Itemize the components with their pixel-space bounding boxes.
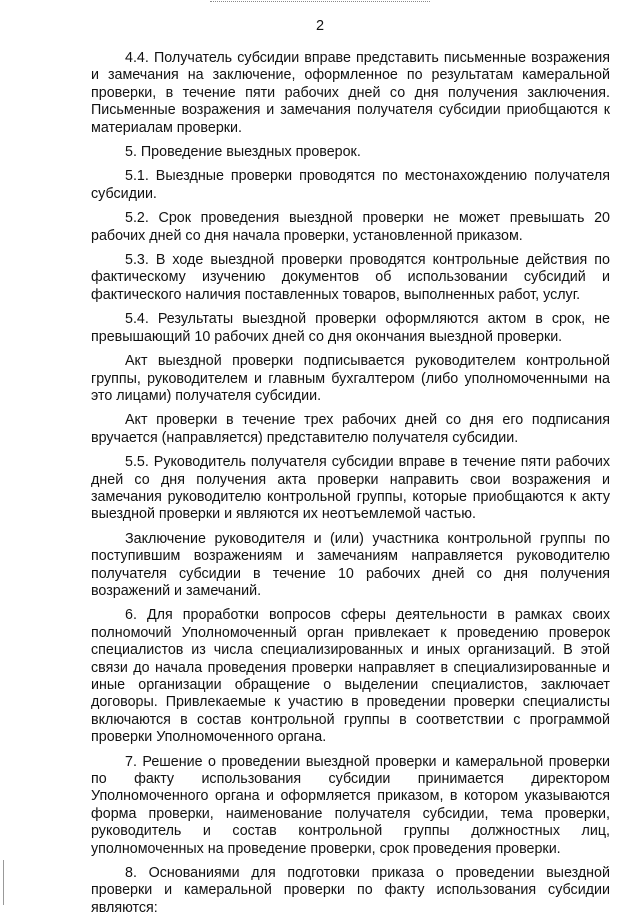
paragraph-8: 8. Основаниями для подготовки приказа о проведении выездной проверки и камеральной проверки по факту использования субсидии являются: (91, 865, 610, 916)
paragraph-5-4: 5.4. Результаты выездной проверки оформляются актом в срок, не превышающий 10 рабочих дней со дня окончания выездной проверки. (91, 311, 610, 345)
paragraph-5-2: 5.2. Срок проведения выездной проверки не может превышать 20 рабочих дней со дня начала проверки, установленной приказом. (91, 210, 610, 244)
paragraph-act-delivery: Акт проверки в течение трех рабочих дней со дня его подписания вручается (направляется) представителю получателя субсидии. (91, 412, 610, 446)
paragraph-5-1: 5.1. Выездные проверки проводятся по местонахождению получателя субсидии. (91, 168, 610, 202)
top-edge-rule (210, 1, 430, 2)
paragraph-4-4: 4.4. Получатель субсидии вправе представить письменные возражения и замечания на заключение, оформленное по результатам камеральной проверки, в течение пяти рабочих дней со дня получения заключения. Письменные возражения и замечания получателя субсидии приобщаются к материалам проверки. (91, 50, 610, 136)
paragraph-7: 7. Решение о проведении выездной проверки и камеральной проверки по факту использования субсидии принимается директором Уполномоченного органа и оформляется приказом, в котором указываются форма проверки, наименование получателя субсидии, тема проверки, руководитель и состав контрольной группы должностных лиц, уполномоченных на проведение проверки, срок проведения проверки. (91, 753, 610, 857)
paragraph-5-3: 5.3. В ходе выездной проверки проводятся контрольные действия по фактическому изучению документов об использовании субсидий и фактического наличия поставленных товаров, выполненных работ, услуг. (91, 252, 610, 303)
left-edge-rule (3, 860, 4, 905)
document-body (91, 50, 610, 924)
page-number: 2 (315, 18, 325, 34)
paragraph-6: 6. Для проработки вопросов сферы деятельности в рамках своих полномочий Уполномоченный орган привлекает к проведению проверок специалистов из числа специализированных и иных организаций. В этой связи до начала проведения проверки направляет в специализированные и иные организации обращение о выделении специалистов, заключает договоры. Привлекаемые к участию в проведении проверки специалисты включаются в состав контрольной группы в соответствии с программой проверки Уполномоченного органа. (91, 607, 610, 746)
paragraph-act-signing: Акт выездной проверки подписывается руководителем контрольной группы, руководителем и главным бухгалтером (либо уполномоченными на это лицами) получателя субсидии. (91, 353, 610, 404)
paragraph-5-5: 5.5. Руководитель получателя субсидии вправе в течение пяти рабочих дней со дня получения акта проверки направить свои возражения и замечания руководителю контрольной группы, которые приобщаются к акту выездной проверки и являются их неотъемлемой частью. (91, 454, 610, 523)
paragraph-conclusion: Заключение руководителя и (или) участника контрольной группы по поступившим возражениям и замечаниям направляется руководителю получателя субсидии в течение 10 рабочих дней со дня получения возражений и замечаний. (91, 530, 610, 599)
paragraph-5-heading: 5. Проведение выездных проверок. (125, 144, 361, 161)
